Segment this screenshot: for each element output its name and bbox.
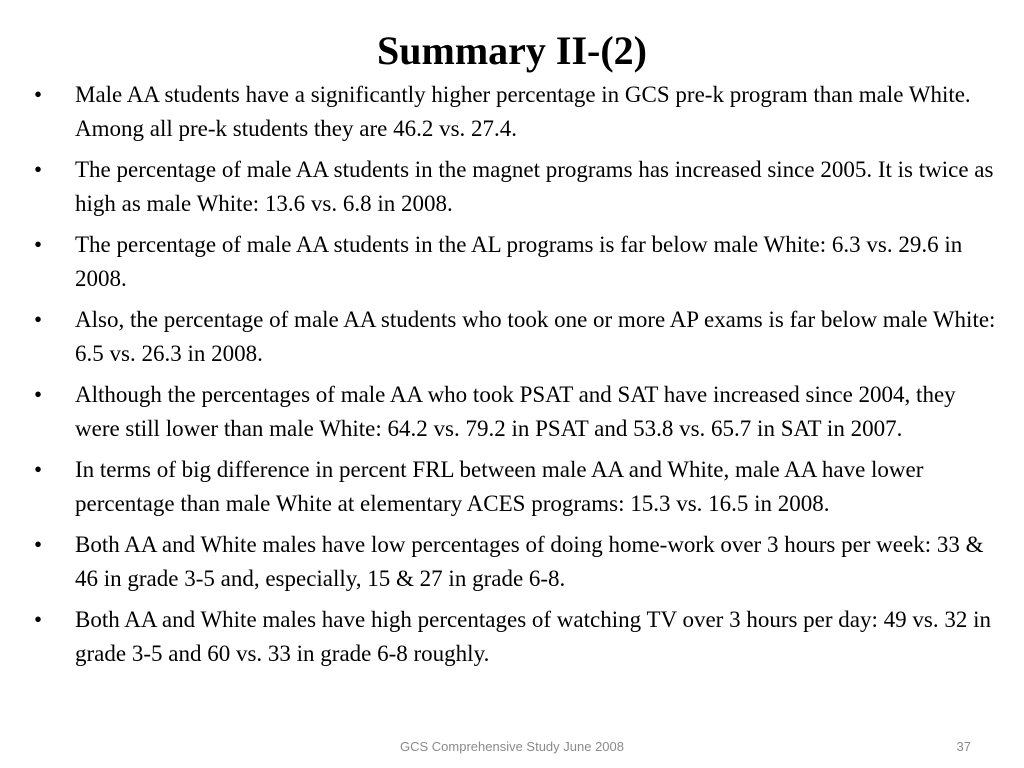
bullet-item [30, 303, 998, 370]
bullet-text: Both AA and White males have high percentages of watching TV over 3 hours per day: 49 vs. 32 in grade 3-5 and 60 vs. 33 in grade 6-8 roughly. [75, 607, 991, 666]
bullet-text: Male AA students have a significantly higher percentage in GCS pre-k program than male White. Among all pre-k students they are 46.2 vs. 27.4. [75, 82, 971, 141]
slide-number: 37 [956, 739, 971, 754]
bullet-icon: • [34, 382, 43, 407]
bullet-item [30, 378, 998, 445]
bullet-icon: • [34, 307, 43, 332]
bullet-item [30, 528, 998, 595]
bullet-item [30, 228, 998, 295]
footer-text: GCS Comprehensive Study June 2008 [399, 739, 624, 754]
bullet-text: Both AA and White males have low percentages of doing home-work over 3 hours per week: 33 & 46 in grade 3-5 and, especially, 15 & 27 in grade 6-8. [75, 532, 984, 591]
bullet-item [30, 78, 998, 145]
bullet-item [30, 153, 998, 220]
bullet-icon: • [34, 457, 43, 482]
bullet-icon: • [34, 532, 43, 557]
bullet-icon: • [34, 607, 43, 632]
bullet-item [30, 453, 998, 520]
bullet-item [30, 603, 998, 670]
bullet-icon: • [34, 232, 43, 257]
bullet-icon: • [34, 157, 43, 182]
bullet-text: In terms of big difference in percent FRL between male AA and White, male AA have lower percentage than male White at elementary ACES programs: 15.3 vs. 16.5 in 2008. [75, 457, 924, 516]
bullet-text: The percentage of male AA students in the magnet programs has increased since 2005. It is twice as high as male White: 13.6 vs. 6.8 in 2008. [75, 157, 994, 216]
bullet-list [30, 78, 998, 678]
bullet-text: The percentage of male AA students in the AL programs is far below male White: 6.3 vs. 29.6 in 2008. [75, 232, 963, 291]
bullet-text: Although the percentages of male AA who took PSAT and SAT have increased since 2004, they were still lower than male White: 64.2 vs. 79.2 in PSAT and 53.8 vs. 65.7 in SAT in 2007. [75, 382, 956, 441]
slide-title: Summary II-(2) [377, 28, 647, 73]
bullet-text: Also, the percentage of male AA students who took one or more AP exams is far below male White: 6.5 vs. 26.3 in 2008. [75, 307, 996, 366]
bullet-icon: • [34, 82, 43, 107]
